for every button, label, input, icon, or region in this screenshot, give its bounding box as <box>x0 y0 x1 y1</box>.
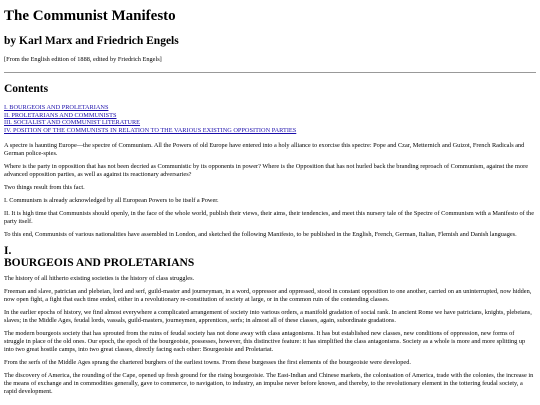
section-paragraph: In the earlier epochs of history, we find almost everywhere a complicated arrangement of society into various orders, a manifold gradation of social rank. In ancient Rome we have patricians, knights, plebeians, slaves; in the Middle Ages, feudal lords, vassals, guild-masters, journeymen, apprentices, serfs; in almost all of these classes, again, subordinate gradations. <box>4 309 532 324</box>
contents-heading: Contents <box>4 83 49 95</box>
section-paragraph: The discovery of America, the rounding of the Cape, opened up fresh ground for the rising bourgeoisie. The East-Indian and Chinese markets, the colonisation of America, trade with the colonies, the increase in the means of exchange and in commodities generally, gave to commerce, to navigation, to industry, an impulse never before known, and thereby, to the revolutionary element in the tottering feudal society, a rapid development. <box>4 372 534 395</box>
toc-item <box>4 112 536 120</box>
toc-link-section-4[interactable]: IV. POSITION OF THE COMMUNISTS IN RELATION TO THE VARIOUS EXISTING OPPOSITION PARTIES <box>4 126 297 134</box>
section-heading <box>4 245 536 269</box>
preamble-paragraph: Two things result from this fact. <box>4 184 85 191</box>
section-paragraph: From the serfs of the Middle Ages sprang the chartered burghers of the earliest towns. From these burgesses the first elements of the bourgeoisie were developed. <box>4 359 411 366</box>
byline: by Karl Marx and Friedrich Engels <box>4 35 179 47</box>
toc-item <box>4 119 536 127</box>
table-of-contents <box>4 104 536 134</box>
section-title: BOURGEOIS AND PROLETARIANS <box>4 257 195 269</box>
section-body <box>4 275 536 396</box>
divider <box>4 72 536 73</box>
preamble-paragraph: II. It is high time that Communists should openly, in the face of the whole world, publish their views, their aims, their tendencies, and meet this nursery tale of the Spectre of Communism with a Manifesto of the party itself. <box>4 210 534 225</box>
toc-link-section-3[interactable]: III. SOCIALIST AND COMMUNIST LITERATURE <box>4 119 141 126</box>
toc-item <box>4 127 536 135</box>
preamble-paragraph: I. Communism is already acknowledged by all European Powers to be itself a Power. <box>4 197 219 204</box>
toc-link-section-2[interactable]: II. PROLETARIANS AND COMMUNISTS <box>4 111 117 119</box>
section-paragraph: The modern bourgeois society that has sprouted from the ruins of feudal society has not done away with class antagonisms. It has but established new classes, new conditions of oppression, new forms of struggle in place of the old ones. Our epoch, the epoch of the bourgeoisie, possesses, however, this distinctive feature: it has simplified the class antagonisms. Society as a whole is more and more splitting up into two great hostile camps, into two great classes, directly facing each other: Bourgeoisie and Proletariat. <box>4 330 526 353</box>
section-number: I. <box>4 245 12 257</box>
preamble-paragraph: A spectre is haunting Europe—the spectre of Communism. All the Powers of old Europe have entered into a holy alliance to exorcise this spectre: Pope and Czar, Metternich and Guizot, French Radicals and German police-spies. <box>4 142 525 157</box>
toc-link-section-1[interactable]: I. BOURGEOIS AND PROLETARIANS <box>4 104 109 111</box>
document-title: The Communist Manifesto <box>4 8 176 24</box>
source-note: [From the English edition of 1888, edited by Friedrich Engels] <box>4 56 162 63</box>
preamble-paragraph: To this end, Communists of various nationalities have assembled in London, and sketched the following Manifesto, to be published in the English, French, German, Italian, Flemish and Danish languages. <box>4 231 517 238</box>
toc-item <box>4 104 536 112</box>
section-paragraph: Freeman and slave, patrician and plebeian, lord and serf, guild-master and journeyman, in a word, oppressor and oppressed, stood in constant opposition to one another, carried on an uninterrupted, now hidden, now open fight, a fight that each time ended, either in a revolutionary re-constitution of society at large, or in the common ruin of the contending classes. <box>4 288 532 303</box>
section-paragraph: The history of all hitherto existing societies is the history of class struggles. <box>4 275 195 282</box>
preamble-paragraph: Where is the party in opposition that has not been decried as Communistic by its opponents in power? Where is the Opposition that has not hurled back the branding reproach of Communism, against the more advanced opposition parties, as well as against its reactionary adversaries? <box>4 163 528 178</box>
preamble <box>4 142 536 239</box>
